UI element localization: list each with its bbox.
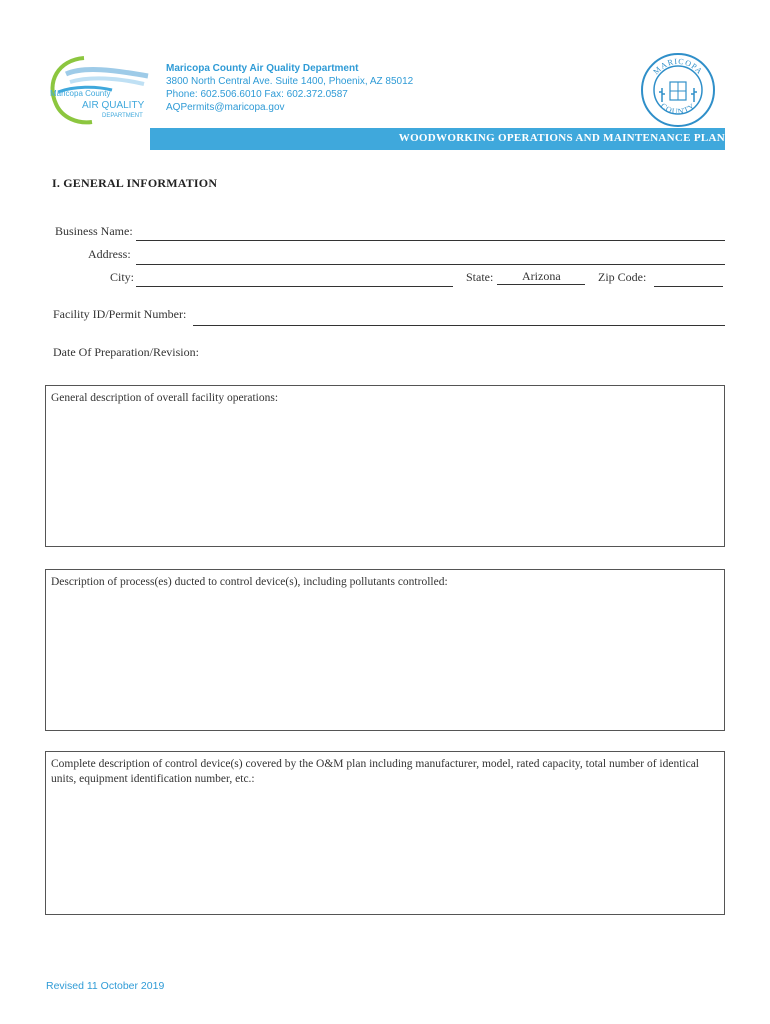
state-label: State:	[466, 270, 494, 284]
section-title: I. GENERAL INFORMATION	[52, 176, 218, 190]
logo-line3: DEPARTMENT	[102, 113, 143, 119]
zip-field[interactable]	[654, 286, 723, 287]
zip-label: Zip Code:	[598, 270, 647, 284]
date-label: Date Of Preparation/Revision:	[53, 345, 199, 359]
process-description-box[interactable]	[45, 569, 725, 731]
state-value[interactable]: Arizona	[522, 269, 561, 283]
org-address: 3800 North Central Ave. Suite 1400, Phoenix, AZ 85012	[166, 76, 414, 87]
org-phone-fax: Phone: 602.506.6010 Fax: 602.372.0587	[166, 89, 348, 100]
facility-id-field[interactable]	[193, 325, 725, 326]
process-description-label: Description of process(es) ducted to control device(s), including pollutants controlled:	[51, 576, 448, 588]
svg-text:COUNTY: COUNTY	[658, 101, 698, 117]
business-name-label: Business Name:	[55, 224, 133, 238]
revision-date: Revised 11 October 2019	[46, 980, 165, 992]
control-device-description-box[interactable]	[45, 751, 725, 915]
org-email[interactable]: AQPermits@maricopa.gov	[166, 102, 285, 113]
logo-line1: Maricopa County	[50, 89, 111, 98]
city-field[interactable]	[136, 286, 453, 287]
title-banner	[150, 128, 725, 150]
svg-text:MARICOPA: MARICOPA	[651, 56, 705, 77]
state-field[interactable]	[497, 284, 585, 285]
address-field[interactable]	[136, 264, 725, 265]
business-name-field[interactable]	[136, 240, 725, 241]
general-description-box[interactable]	[45, 385, 725, 547]
banner-title: WOODWORKING OPERATIONS AND MAINTENANCE PLAN	[398, 132, 725, 144]
org-name: Maricopa County Air Quality Department	[166, 63, 359, 74]
contact-block	[166, 62, 413, 114]
general-description-label: General description of overall facility operations:	[51, 392, 279, 404]
facility-id-label: Facility ID/Permit Number:	[53, 307, 187, 321]
control-device-description-label: Complete description of control device(s) covered by the O&M plan including manufacturer, model, rated capacity, total number of identical units, equipment identification number, etc.:	[51, 758, 700, 785]
logo-line2: AIR QUALITY	[82, 100, 145, 111]
air-quality-logo	[44, 52, 154, 126]
city-label: City:	[110, 270, 135, 284]
address-label: Address:	[88, 247, 131, 261]
county-seal-icon	[640, 52, 716, 128]
